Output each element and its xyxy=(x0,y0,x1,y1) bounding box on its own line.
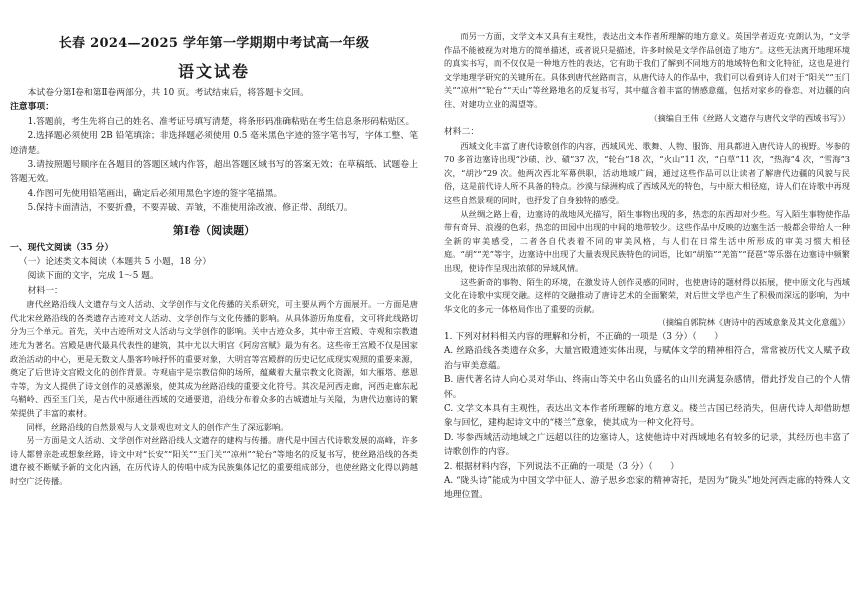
instruction-text: 阅读下面的文字，完成 1～5 题。 xyxy=(27,271,159,282)
right-column xyxy=(430,0,860,607)
notice-item-1: 1.答题前，考生先将自己的姓名、准考证号填写清楚，将条形码准确粘贴在考生信息条形码粘贴区。 xyxy=(27,116,415,127)
subsection1-heading: （一）论述类文本阅读（本题共 5 小题，18 分） xyxy=(18,257,212,268)
question-1-stem: 1. 下列对材料相关内容的理解和分析，不正确的一项是（3 分）（ ） xyxy=(444,331,724,342)
material2-label: 材料二： xyxy=(444,127,480,138)
material2-paragraph-2: 从丝绸之路上看，边塞诗的战地风光描写，陌生事物出现的多，热恋的东西却对少些。写入陌生事物使作品带有奇异、浪漫的色彩，热恋的田园中出现的中间的地带较少。这些作品中反映的边塞生活一般都会带给人一种全新的审美感受，二者各自代表着不同的审美风格，与人们在日常生活中所形成的审美习惯大相径庭。“胡”“羌”等字，边塞诗中出现了大量表现民族特色的词语，比如“胡笳”“羌笛”“琵琶”等乐器在边塞诗中频繁出现，使诗作呈现出浓郁的异域风情。 xyxy=(444,208,850,273)
material1-paragraph-2: 同样，丝路沿线的自然景观与人文景观也对文人的创作产生了深远影响。 xyxy=(26,421,289,432)
notice-item-5: 5.保持卡面清洁，不要折叠，不要弄破、弄皱，不准使用涂改液、修正带、刮纸刀。 xyxy=(27,203,353,214)
notice-item-4: 4.作图可先使用铅笔画出，确定后必须用黑色字迹的签字笔描黑。 xyxy=(27,188,283,199)
material1-paragraph-1: 唐代丝路沿线人文遗存与文人活动、文学创作与文化传播的关系研究，可主要从两个方面展开。一方面是唐代北宋丝路沿线的各类遗存古迹对文人活动、文学创作与文化传播的影响。从具体游历角度看，文可将此线路切分为三个单元。首先，关中古迹所对文人活动与文学创作的影响。关中古迹众多，其中帝王宫殿、寺观和宗教遗迹尤为著名。宫殿是唐代最具代表性的建筑，其中尤以大明宫《阿房宫赋》最为有名。这些帝王宫殿不仅是国家政治活动的中心，更是无数文人墨客吟咏抒怀的重要对象，大明宫等宫殿群的历史记忆成现实观照的重要来源，奠定了后世诗文宫殿文化的创作背景。寺观庙宇是宗教信仰的场所，蕴藏着大量宗教文化资源，如大雁塔、慈恩寺等，为文人提供了诗文创作的灵感源泉，使其成为丝路沿线的重要文化符号。其次是河西走廊，河西走廊东起乌鞘岭、西至玉门关，是古代中原通往西域的交通要道，沿线分布着众多的古城遗址与关隘，为唐代边塞诗的繁荣提供了丰富的素材。 xyxy=(10,299,418,419)
part1-title: 第Ⅰ卷（阅读题） xyxy=(172,223,256,237)
question-1-option-b: B. 唐代著名诗人向心灵对华山、终南山等关中名山负盛名的山川充满复杂感情，借此抒发自己的个人情怀。 xyxy=(444,375,850,400)
exam-title: 长春 2024—2025 学年第一学期期中考试高一年级 xyxy=(58,36,370,51)
section1-heading: 一、现代文阅读（35 分） xyxy=(10,242,114,253)
intro-text: 本试卷分第Ⅰ卷和第Ⅱ卷两部分，共 10 页。考试结束后，将答题卡交回。 xyxy=(27,88,309,98)
source-citation-1: （摘编自王伟《丝路人文遗存与唐代文学的西域书写》） xyxy=(649,112,850,123)
question-2-option-a: A. “陇头诗”能成为中国文学中征人、游子思乡恋家的精神寄托，是因为“陇头”地处河西走廊的特殊人文地理位置。 xyxy=(444,475,850,501)
source-citation-2: （摘编自郭院林《唐诗中的西域意象及其文化意蕴》） xyxy=(657,317,850,328)
material2-paragraph-1: 西域文化丰富了唐代诗歌创作的内容，西域风光、歌舞、人物、服饰、用具都进入唐代诗人的视野。岑参的 70 多首边塞诗出现“沙碛、沙、磧”37 次，“轮台”18 次，“火山”11 次，“白草”11 次，“热海”4 次，“雪海”3 次，“胡沙”29 次。他两次西北军幕供职，活动地域广阔，通过这些作品可以让读者了解唐代边疆的风貌与民俗，这是前代诗人所不具备的特点。沙漠与绿洲构成了西域风光的特色，与中原大相径庭，诗人们在诗歌中再现这些自然景观的同时，也抒发了自身独特的感受。 xyxy=(444,140,850,205)
material2-paragraph-3: 这些新奇的事物、陌生的环境，在激发诗人创作灵感的同时，也使唐诗的题材得以拓展，使中原文化与西域文化在诗歌中实现交融。这样的交融推动了唐诗艺术的全面繁荣，对后世文学也产生了积极而深远的影响，为中华文化的多元一体格局作出了重要的贡献。 xyxy=(444,276,850,314)
paper-title: 语文试卷 xyxy=(177,62,250,81)
question-1-option-a: A. 丝路沿线各类遗存众多，大量宫殿遗迹实体出现，与赋体文学的精神相符合，常常被历代文人赋予政治与审美意蕴。 xyxy=(444,346,850,371)
material1-label: 材料一： xyxy=(27,285,63,296)
notice-item-3: 3.请按照题号顺序在各题目的答题区域内作答，超出答题区域书写的答案无效；在草稿纸、试题卷上答题无效。 xyxy=(10,160,418,185)
material1-paragraph-3: 另一方面是文人活动、文学创作对丝路沿线人文遗存的建构与传播。唐代是中国古代诗歌发展的高峰，许多诗人都曾亲赴或想象丝路，诗文中对“长安”“阳关”“玉门关”“凉州”“轮台”等地名的反复书写，使丝路沿线的各类遗存被不断赋予新的文化内涵，在历代诗人的传唱中成为民族集体记忆的重要组成部分，也使丝路文化得以跨越时空广泛传播。 xyxy=(10,435,418,486)
notice-item-2: 2.选择题必须使用 2B 铅笔填涂；非选择题必须使用 0.5 毫米黑色字迹的签字笔书写，字体工整、笔迹清楚。 xyxy=(10,131,418,156)
question-1-option-c: C. 文学文本具有主观性，表达出文本作者所理解的地方意义。楼兰古国已经消失，但唐代诗人却借助想象与回忆，建构起诗文中的“楼兰”意象，使其成为一种文化符号。 xyxy=(444,403,850,429)
continued-paragraph: 而另一方面，文学文本又具有主观性，表达出文本作者所理解的地方意义。英国学者迈克·克朗认为，“文学作品不能被视为对地方的简单描述，或者说只是描述，许多时候是文学作品创造了地方”。这些无法离开地理环境的真实书写，而不仅仅是一种地方性的表达，它有助于我们了解到不同地方的地域特色和文化特征，这也是进行文学地理学研究的关键所在。具体到唐代丝路而言，从唐代诗人的作品中，我们可以看到诗人们对于“阳关”“玉门关”“凉州”“轮台”“天山”等丝路地名的反复书写，其中蕴含着丰富的情感意蕴，包括对家乡的眷恋、对边疆的向往、对建功立业的渴望等。 xyxy=(444,31,850,109)
question-2-stem: 2. 根据材料内容，下列说法不正确的一项是（3 分）（ ） xyxy=(444,461,680,472)
question-1-option-d: D. 岑参西域活动地域之广远超以往的边塞诗人，这使他诗中对西域地名有较多的记录，其经历也丰富了诗歌创作的内容。 xyxy=(444,432,850,458)
notice-heading: 注意事项： xyxy=(10,102,54,113)
